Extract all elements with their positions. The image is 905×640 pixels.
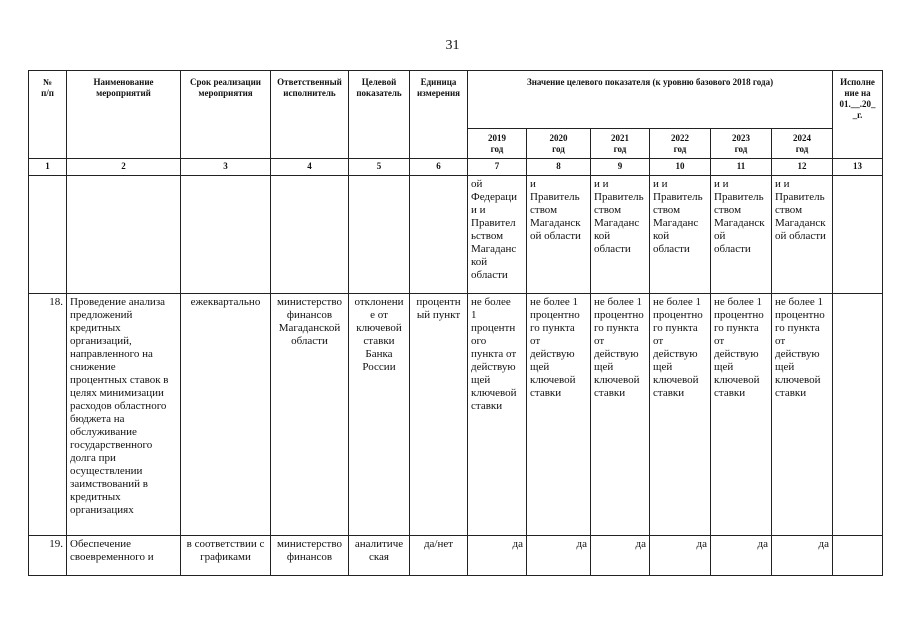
- cell-empty: [271, 176, 349, 294]
- cell-empty: [29, 176, 67, 294]
- col-number: 1: [29, 159, 67, 176]
- cell-execution: [833, 294, 883, 536]
- header-year-2020: 2020 год: [527, 129, 591, 159]
- cell-2023: да: [711, 536, 772, 576]
- header-year-2022: 2022 год: [650, 129, 711, 159]
- cell-2021: да: [591, 536, 650, 576]
- unit-of-measure: да/нет: [410, 536, 468, 576]
- col-number: 10: [650, 159, 711, 176]
- col-number: 3: [181, 159, 271, 176]
- cell-2019: ой Федераци и и Правител ьством Магаданс кой области: [468, 176, 527, 294]
- col-number: 5: [349, 159, 410, 176]
- cell-2020: не более 1 процентно го пункта от действую щей ключевой ставки: [527, 294, 591, 536]
- cell-execution: [833, 536, 883, 576]
- row-number: 19.: [29, 536, 67, 576]
- responsible-executor: министерство финансов Магаданской области: [271, 294, 349, 536]
- cell-empty: [349, 176, 410, 294]
- header-execution: Исполне ние на 01.__.20_ _г.: [833, 71, 883, 159]
- header-name: Наименование мероприятий: [67, 71, 181, 159]
- cell-2023: и и Правитель ством Магаданск ой области: [711, 176, 772, 294]
- target-indicator: отклонени е от ключевой ставки Банка России: [349, 294, 410, 536]
- cell-empty: [410, 176, 468, 294]
- cell-2020: да: [527, 536, 591, 576]
- cell-execution: [833, 176, 883, 294]
- col-number: 12: [772, 159, 833, 176]
- header-year-2023: 2023 год: [711, 129, 772, 159]
- col-number: 8: [527, 159, 591, 176]
- page-number: 31: [445, 38, 460, 53]
- header-year-2019: 2019 год: [468, 129, 527, 159]
- implementation-period: в соответствии с графиками: [181, 536, 271, 576]
- table-row-18: [29, 294, 883, 536]
- header-target: Целевой показатель: [349, 71, 410, 159]
- cell-2023: не более 1 процентно го пункта от действую щей ключевой ставки: [711, 294, 772, 536]
- implementation-period: ежеквартально: [181, 294, 271, 536]
- header-period: Срок реализации мероприятия: [181, 71, 271, 159]
- col-number: 7: [468, 159, 527, 176]
- col-number: 2: [67, 159, 181, 176]
- col-number: 11: [711, 159, 772, 176]
- cell-2024: да: [772, 536, 833, 576]
- column-numbers-row: [29, 159, 883, 176]
- header-value: Значение целевого показателя (к уровню базового 2018 года): [468, 71, 833, 129]
- cell-empty: [67, 176, 181, 294]
- header-unit: Единица измерения: [410, 71, 468, 159]
- row-number: 18.: [29, 294, 67, 536]
- header-row: [29, 71, 883, 129]
- measure-name: Обеспечение своевременного и: [67, 536, 181, 576]
- table-row-19: [29, 536, 883, 576]
- header-responsible: Ответственный исполнитель: [271, 71, 349, 159]
- table-row-continuation: [29, 176, 883, 294]
- cell-2022: и и Правитель ством Магаданс кой области: [650, 176, 711, 294]
- col-number: 9: [591, 159, 650, 176]
- cell-2021: не более 1 процентно го пункта от действую щей ключевой ставки: [591, 294, 650, 536]
- measure-name: Проведение анализа предложений кредитных организаций, направленного на снижение процентных ставок в целях минимизации расходов областного бюджета на обслуживание государственного долга при осуществлении заимствований в кредитных организациях: [67, 294, 181, 536]
- col-number: 4: [271, 159, 349, 176]
- cell-2019: не более 1 процентн ого пункта от действую щей ключевой ставки: [468, 294, 527, 536]
- col-number: 13: [833, 159, 883, 176]
- cell-empty: [181, 176, 271, 294]
- header-year-2024: 2024 год: [772, 129, 833, 159]
- cell-2022: да: [650, 536, 711, 576]
- cell-2019: да: [468, 536, 527, 576]
- cell-2021: и и Правитель ством Магаданс кой области: [591, 176, 650, 294]
- target-indicator: аналитиче ская: [349, 536, 410, 576]
- header-num: № п/п: [29, 71, 67, 159]
- cell-2022: не более 1 процентно го пункта от действую щей ключевой ставки: [650, 294, 711, 536]
- col-number: 6: [410, 159, 468, 176]
- header-year-2021: 2021 год: [591, 129, 650, 159]
- cell-2020: и Правитель ством Магаданск ой области: [527, 176, 591, 294]
- responsible-executor: министерство финансов: [271, 536, 349, 576]
- cell-2024: и и Правитель ством Магаданск ой области: [772, 176, 833, 294]
- target-indicators-table: [28, 70, 883, 576]
- unit-of-measure: процентн ый пункт: [410, 294, 468, 536]
- cell-2024: не более 1 процентно го пункта от действую щей ключевой ставки: [772, 294, 833, 536]
